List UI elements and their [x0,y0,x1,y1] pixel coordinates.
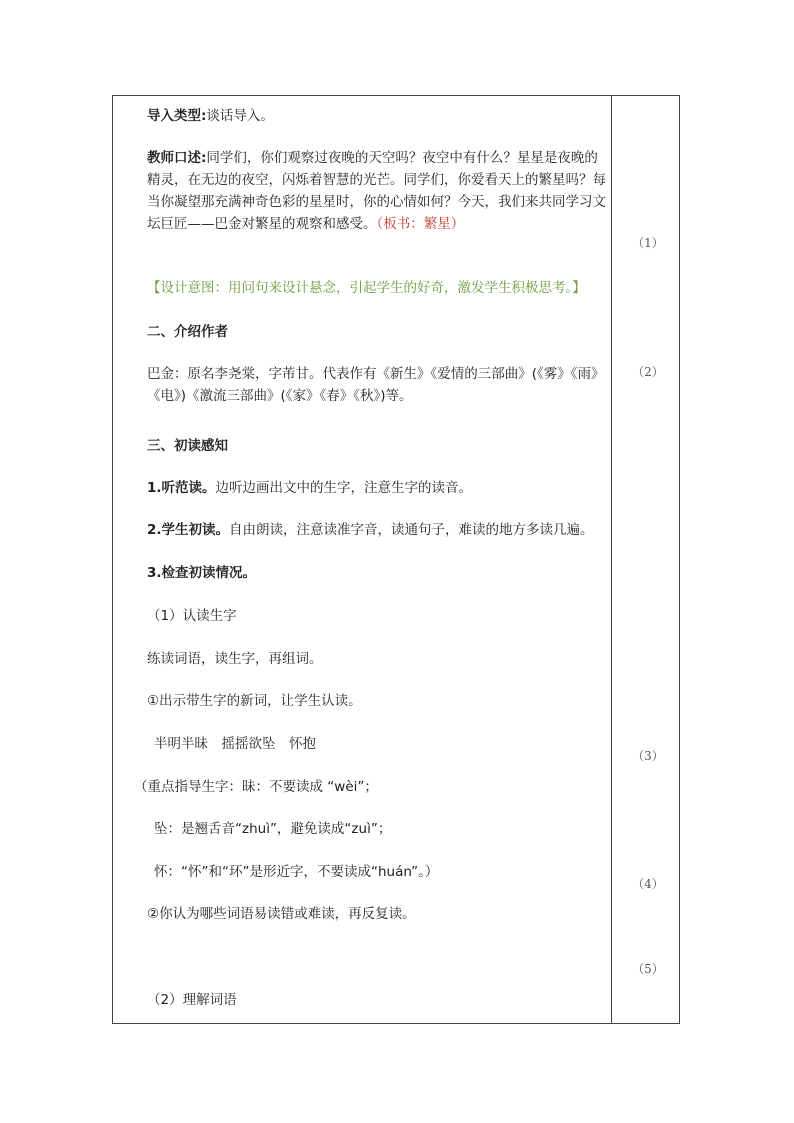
sub-heading-1: （1）认读生字 [147,608,237,624]
sub-heading-2: （2）理解词语 [147,992,237,1008]
step1: 1.听范读。边听边画出文中的生字，注意生字的读音。 [147,480,473,496]
guide-line-2: 坠：是翘舌音“zhuì”，避免读成“zuì”； [154,821,392,837]
step2: 2.学生初读。自由朗读，注意读准字音，读通句子，难读的地方多读几遍。 [147,522,594,538]
step3: 3.检查初读情况。 [147,565,257,581]
margin-note-1: （1） [632,236,664,250]
column-divider [611,95,612,1024]
item-2: ②你认为哪些词语易读错或难读，再反复读。 [147,906,416,922]
practice-line: 练读词语，读生字，再组词。 [147,651,323,667]
section3-heading: 三、初读感知 [147,438,228,454]
guide-line-1: （重点指导生字：昧：不要读成 “wèi”； [134,779,378,795]
guide-line-3: 怀：“怀”和“环”是形近字，不要读成“huán”。） [154,864,439,880]
margin-note-4: （4） [632,877,664,891]
intro-type: 导入类型:谈话导入。 [147,108,274,124]
board-word: 繁星 [423,216,451,232]
section2-heading: 二、介绍作者 [147,324,228,340]
item-1: ①出示带生字的新词，让学生认读。 [147,693,362,709]
margin-note-2: （2） [632,365,664,379]
design-intent: 【设计意图：用问句来设计悬念，引起学生的好奇，激发学生积极思考。】 [147,280,586,296]
margin-note-3: （3） [632,749,664,763]
teacher-speech: 教师口述:同学们，你们观察过夜晚的天空吗？夜空中有什么？星星是夜晚的精灵，在无边的夜空，闪烁着智慧的光芒。同学们，你爱看天上的繁星吗？每当你凝望那充满神奇色彩的星星时，你的心情如何？今天，我们来共同学习文坛巨匠——巴金对繁星的观察和感受。（板书：繁星） [147,150,606,232]
margin-note-5: （5） [632,962,664,976]
lesson-content [112,95,611,1024]
word-list: 半明半昧 摇摇欲坠 怀抱 [154,736,316,752]
author-intro: 巴金：原名李尧棠，字芾甘。代表作有《新生》《爱情的三部曲》(《雾》《雨》《电》)《激流三部曲》(《家》《春》《秋》)等。 [147,366,605,404]
